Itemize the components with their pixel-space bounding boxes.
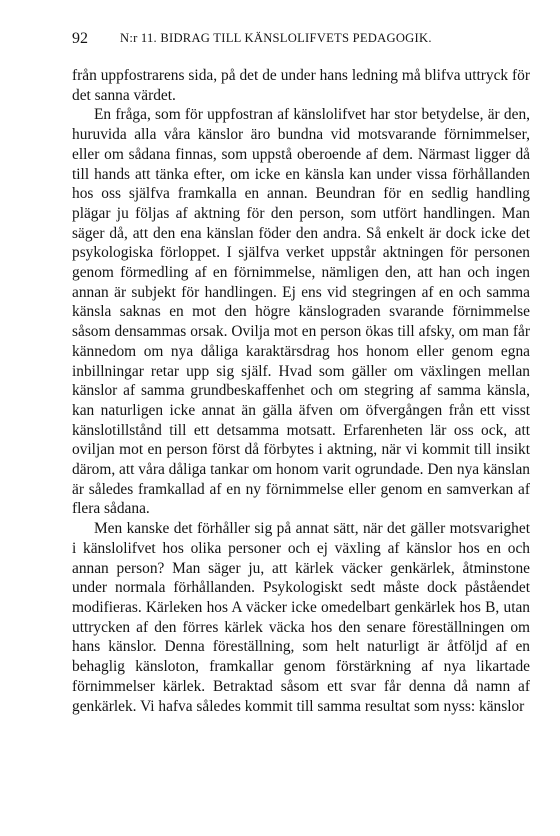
body-text (72, 66, 530, 716)
page-header (72, 30, 530, 54)
paragraph: Men kanske det förhåller sig på annat sätt, när det gäller motsvarighet i känslolifvet hos olika personer och ej växling af känslor hos en och annan person? Man säger ju, att kärlek väcker genkärlek, åtminstone under normala förhållanden. Psykologiskt sedt måste dock påståendet modifieras. Kärleken hos A väcker icke omedelbart genkärlek hos B, utan uttrycken af den förres kärlek väcka hos den senare föreställningen om hans känslor. Denna föreställning, som helt naturligt är åtföljd af en behaglig känsloton, framkallar genom förstärkning af nya likartade förnimmelser kärlek. Betraktad såsom ett svar får denna då namn af genkärlek. Vi hafva således kommit till samma resultat som nyss: känslor (72, 520, 530, 715)
running-title: N:r 11. BIDRAG TILL KÄNSLOLIFVETS PEDAGOGIK. (120, 31, 432, 45)
book-page (72, 30, 530, 716)
paragraph-continued: från uppfostrarens sida, på det de under hans ledning må blifva uttryck för det sanna värdet. (72, 67, 530, 104)
paragraph: En fråga, som för uppfostran af känslolifvet har stor betydelse, är den, huruvida alla våra känslor äro bundna vid motsvarande förnimmelser, eller om sådana finnas, som uppstå oberoende af dem. Närmast ligger då till hands att tänka efter, om icke en känsla kan under vissa förhållanden hos oss själfva framkalla en annan. Beundran för en sedlig handling plägar ju följas af aktning för den person, som utfört handlingen. Man säger då, att den ena känslan föder den andra. Så enkelt är dock icke det psykologiska förloppet. I själfva verket uppstår aktningen för personen genom förmedling af en förnimmelse, nämligen den, att han och ingen annan är subjekt för handlingen. Ej ens vid stegringen af en och samma känsla saknas en mot den högre känslograden svarande förnimmelse såsom densammas orsak. Ovilja mot en person ökas till afsky, om man får kännedom om nya dåliga karaktärsdrag hos honom eller genom egna inbillningar retar upp sig själf. Hvad som gäller om växlingen mellan känslor af samma grundbeskaffenhet och om stegring af samma känsla, kan naturligen icke annat än gälla äfven om öfvergången från ett visst känslotillstånd till ett detsamma motsatt. Erfarenheten lär oss ock, att oviljan mot en person först då förbytes i aktning, när vi kommit till insikt därom, att våra dåliga tankar om honom varit ogrundade. Den nya känslan är således framkallad af en ny förnimmelse eller genom en samverkan af flera sådana. (72, 106, 530, 518)
page-number: 92 (72, 30, 88, 47)
